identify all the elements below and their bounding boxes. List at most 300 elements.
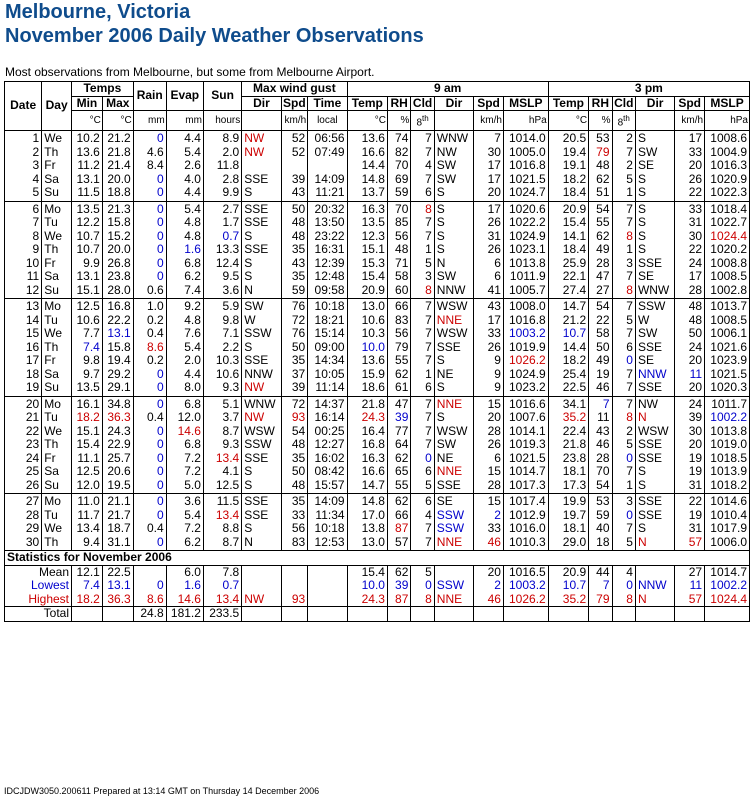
cell-date: 5 <box>5 186 42 201</box>
cell-rain: 0 <box>133 368 166 382</box>
table-row <box>5 230 750 244</box>
cell-pm-rh: 28 <box>589 257 612 271</box>
cell-min: 18.2 <box>72 411 103 425</box>
cell-gust-spd: 52 <box>281 146 308 160</box>
cell-pm-mslp: 1002.2 <box>705 411 750 425</box>
cell-pm-cld: 2 <box>612 425 635 439</box>
stat-cell-pm-temp <box>548 607 588 622</box>
cell-gust-dir: SSW <box>242 438 281 452</box>
stat-cell-max: 36.3 <box>102 593 133 607</box>
stat-cell-pm-cld <box>612 607 635 622</box>
cell-am-spd: 17 <box>474 173 504 187</box>
cell-pm-spd: 19 <box>675 452 705 466</box>
cell-pm-rh: 19 <box>589 368 612 382</box>
cell-gust-dir: SSE <box>242 509 281 523</box>
cell-am-rh: 48 <box>387 243 410 257</box>
cell-pm-rh: 53 <box>589 131 612 146</box>
cell-pm-temp: 35.2 <box>548 411 588 425</box>
stat-cell-pm-cld: 4 <box>612 565 635 579</box>
cell-am-dir: SSW <box>434 522 473 536</box>
cell-gust-spd: 48 <box>281 438 308 452</box>
cell-rain: 0 <box>133 173 166 187</box>
cell-pm-temp: 27.4 <box>548 284 588 299</box>
cell-pm-rh: 28 <box>589 452 612 466</box>
cell-pm-temp: 14.7 <box>548 299 588 314</box>
table-row <box>5 381 750 396</box>
cell-am-cld: 7 <box>411 354 434 368</box>
cell-day: Sa <box>42 368 72 382</box>
cell-am-mslp: 1024.9 <box>503 368 548 382</box>
cell-am-dir: SW <box>434 159 473 173</box>
table-row <box>5 396 750 411</box>
stat-cell-sun: 13.4 <box>203 593 241 607</box>
stat-cell-pm-mslp: 1014.7 <box>705 565 750 579</box>
header-gust-dir: Dir <box>242 96 281 111</box>
cell-am-dir: NW <box>434 146 473 160</box>
cell-pm-dir: SSW <box>635 299 674 314</box>
cell-gust-time: 12:27 <box>308 438 347 452</box>
cell-rain: 0 <box>133 243 166 257</box>
stat-cell-pm-rh <box>589 607 612 622</box>
cell-day: Mo <box>42 299 72 314</box>
cell-am-temp: 15.1 <box>347 243 387 257</box>
cell-gust-spd <box>281 159 308 173</box>
cell-gust-dir: SSE <box>242 354 281 368</box>
cell-sun: 9.8 <box>203 314 241 328</box>
cell-date: 1 <box>5 131 42 146</box>
unit-gust-spd: km/h <box>281 111 308 131</box>
cell-am-mslp: 1023.1 <box>503 243 548 257</box>
stat-cell-pm-dir: NNW <box>635 579 674 593</box>
cell-min: 15.1 <box>72 425 103 439</box>
cell-pm-mslp: 1020.2 <box>705 243 750 257</box>
cell-max: 15.2 <box>102 230 133 244</box>
header-9am-dir: Dir <box>434 96 473 111</box>
cell-am-dir: NNE <box>434 314 473 328</box>
cell-gust-spd: 33 <box>281 509 308 523</box>
page-title: Melbourne, Victoria <box>5 1 191 23</box>
stat-cell-am-cld: 8 <box>411 593 434 607</box>
cell-am-spd: 9 <box>474 381 504 396</box>
cell-gust-time: 16:31 <box>308 243 347 257</box>
cell-am-dir: S <box>434 230 473 244</box>
cell-max: 20.6 <box>102 465 133 479</box>
cell-min: 9.7 <box>72 368 103 382</box>
cell-gust-spd: 43 <box>281 186 308 201</box>
stat-cell-am-temp: 15.4 <box>347 565 387 579</box>
cell-pm-spd: 50 <box>675 327 705 341</box>
cell-sun: 2.2 <box>203 341 241 355</box>
cell-evap: 4.8 <box>166 230 203 244</box>
cell-am-dir: WSW <box>434 425 473 439</box>
table-row <box>5 270 750 284</box>
header-max-wind-gust: Max wind gust <box>242 82 347 97</box>
stat-cell-am-temp <box>347 607 387 622</box>
cell-am-cld: 7 <box>411 173 434 187</box>
cell-evap: 4.8 <box>166 216 203 230</box>
cell-sun: 8.8 <box>203 522 241 536</box>
cell-pm-rh: 49 <box>589 243 612 257</box>
cell-gust-spd: 76 <box>281 327 308 341</box>
cell-gust-dir <box>242 159 281 173</box>
cell-pm-temp: 18.4 <box>548 243 588 257</box>
cell-sun: 13.3 <box>203 243 241 257</box>
stat-cell-rain: 0 <box>133 579 166 593</box>
header-3pm-dir: Dir <box>635 96 674 111</box>
cell-gust-dir: S <box>242 186 281 201</box>
cell-date: 28 <box>5 509 42 523</box>
cell-am-mslp: 1016.8 <box>503 159 548 173</box>
cell-am-spd: 33 <box>474 327 504 341</box>
cell-min: 11.7 <box>72 509 103 523</box>
cell-am-mslp: 1008.0 <box>503 299 548 314</box>
table-row <box>5 173 750 187</box>
cell-pm-mslp: 1013.9 <box>705 465 750 479</box>
cell-am-cld: 7 <box>411 438 434 452</box>
table-row <box>5 341 750 355</box>
cell-pm-spd: 33 <box>675 201 705 216</box>
cell-max: 19.4 <box>102 354 133 368</box>
cell-am-spd: 30 <box>474 146 504 160</box>
cell-pm-temp: 18.1 <box>548 465 588 479</box>
stat-cell-pm-temp: 35.2 <box>548 593 588 607</box>
cell-gust-dir: W <box>242 314 281 328</box>
cell-pm-mslp: 1010.4 <box>705 509 750 523</box>
cell-pm-cld: 5 <box>612 438 635 452</box>
stat-cell-evap: 181.2 <box>166 607 203 622</box>
cell-sun: 2.0 <box>203 146 241 160</box>
cell-am-spd: 33 <box>474 522 504 536</box>
cell-rain: 0.4 <box>133 327 166 341</box>
cell-pm-mslp: 1006.1 <box>705 327 750 341</box>
cell-pm-temp: 25.4 <box>548 368 588 382</box>
cell-evap: 8.0 <box>166 381 203 396</box>
cell-rain: 0 <box>133 381 166 396</box>
cell-gust-dir: S <box>242 465 281 479</box>
cell-pm-temp: 19.1 <box>548 159 588 173</box>
cell-am-temp: 16.6 <box>347 146 387 160</box>
cell-day: Fr <box>42 354 72 368</box>
cell-am-dir: SSE <box>434 479 473 494</box>
cell-pm-mslp: 1014.6 <box>705 494 750 509</box>
cell-gust-time: 09:58 <box>308 284 347 299</box>
stat-cell-gust-spd <box>281 565 308 579</box>
cell-pm-spd: 39 <box>675 411 705 425</box>
cell-am-spd: 31 <box>474 230 504 244</box>
unit-evap: mm <box>166 111 203 131</box>
header-3pm-cld: Cld <box>612 96 635 111</box>
cell-pm-temp: 21.8 <box>548 438 588 452</box>
stat-cell-am-cld <box>411 607 434 622</box>
cell-am-spd: 15 <box>474 396 504 411</box>
cell-pm-temp: 19.7 <box>548 509 588 523</box>
cell-pm-spd: 17 <box>675 270 705 284</box>
cell-day: Fr <box>42 159 72 173</box>
cell-evap: 1.6 <box>166 243 203 257</box>
cell-gust-dir: N <box>242 536 281 551</box>
cell-am-temp: 16.3 <box>347 452 387 466</box>
cell-am-cld: 6 <box>411 465 434 479</box>
unit-9am-cld: 8th <box>411 111 434 131</box>
cell-am-mslp: 1024.7 <box>503 186 548 201</box>
stat-cell-am-spd: 2 <box>474 579 504 593</box>
cell-am-cld: 5 <box>411 257 434 271</box>
cell-date: 2 <box>5 146 42 160</box>
unit-sun: hours <box>203 111 241 131</box>
cell-am-mslp: 1016.0 <box>503 522 548 536</box>
table-row <box>5 314 750 328</box>
cell-evap: 4.4 <box>166 131 203 146</box>
cell-day: We <box>42 327 72 341</box>
cell-pm-rh: 54 <box>589 479 612 494</box>
cell-am-dir: NE <box>434 452 473 466</box>
cell-gust-dir: NW <box>242 411 281 425</box>
cell-max: 21.3 <box>102 201 133 216</box>
cell-sun: 10.3 <box>203 354 241 368</box>
cell-am-rh: 62 <box>387 452 410 466</box>
cell-rain: 0 <box>133 425 166 439</box>
cell-am-temp: 18.6 <box>347 381 387 396</box>
stat-cell-am-mslp: 1016.5 <box>503 565 548 579</box>
cell-pm-spd: 22 <box>675 243 705 257</box>
cell-min: 10.2 <box>72 131 103 146</box>
cell-am-rh: 60 <box>387 284 410 299</box>
cell-am-mslp: 1020.6 <box>503 201 548 216</box>
cell-am-spd: 26 <box>474 438 504 452</box>
cell-pm-mslp: 1008.6 <box>705 131 750 146</box>
cell-am-dir: NNE <box>434 536 473 551</box>
cell-pm-spd: 57 <box>675 536 705 551</box>
cell-sun: 9.5 <box>203 270 241 284</box>
cell-pm-rh: 40 <box>589 522 612 536</box>
cell-day: Th <box>42 536 72 551</box>
cell-pm-dir: SSE <box>635 381 674 396</box>
cell-am-rh: 69 <box>387 173 410 187</box>
cell-sun: 13.4 <box>203 452 241 466</box>
cell-am-rh: 47 <box>387 396 410 411</box>
cell-am-dir: S <box>434 411 473 425</box>
cell-rain: 0 <box>133 479 166 494</box>
cell-date: 12 <box>5 284 42 299</box>
cell-am-dir: WSW <box>434 299 473 314</box>
cell-min: 15.4 <box>72 438 103 452</box>
cell-pm-dir: S <box>635 465 674 479</box>
cell-gust-spd: 72 <box>281 396 308 411</box>
cell-am-dir: NNW <box>434 284 473 299</box>
cell-am-temp: 13.0 <box>347 299 387 314</box>
cell-pm-temp: 29.0 <box>548 536 588 551</box>
cell-evap: 12.0 <box>166 411 203 425</box>
stat-cell-max <box>102 607 133 622</box>
cell-am-spd: 9 <box>474 368 504 382</box>
cell-gust-time: 10:05 <box>308 368 347 382</box>
header-rain: Rain <box>133 82 166 111</box>
cell-max: 19.5 <box>102 479 133 494</box>
cell-am-rh: 70 <box>387 159 410 173</box>
cell-min: 13.5 <box>72 381 103 396</box>
stat-cell-pm-cld: 0 <box>612 579 635 593</box>
stat-cell-pm-rh: 7 <box>589 579 612 593</box>
stat-cell-am-dir <box>434 607 473 622</box>
cell-pm-cld: 5 <box>612 314 635 328</box>
cell-pm-rh: 55 <box>589 216 612 230</box>
cell-pm-rh: 7 <box>589 396 612 411</box>
cell-am-dir: SW <box>434 173 473 187</box>
cell-am-temp: 16.4 <box>347 425 387 439</box>
header-min: Min <box>72 96 103 111</box>
cell-pm-cld: 7 <box>612 381 635 396</box>
cell-am-cld: 7 <box>411 299 434 314</box>
cell-pm-spd: 24 <box>675 396 705 411</box>
cell-sun: 7.1 <box>203 327 241 341</box>
cell-gust-time: 23:22 <box>308 230 347 244</box>
table-row <box>5 509 750 523</box>
cell-date: 27 <box>5 494 42 509</box>
cell-am-rh: 61 <box>387 381 410 396</box>
stat-cell-am-temp: 24.3 <box>347 593 387 607</box>
cell-am-cld: 8 <box>411 201 434 216</box>
stat-cell-pm-mslp <box>705 607 750 622</box>
page-subtitle: November 2006 Daily Weather Observations <box>5 25 424 47</box>
cell-pm-spd: 31 <box>675 479 705 494</box>
cell-pm-mslp: 1024.4 <box>705 230 750 244</box>
header-9am-cld: Cld <box>411 96 434 111</box>
cell-am-temp: 17.0 <box>347 509 387 523</box>
cell-am-temp: 15.9 <box>347 368 387 382</box>
stat-cell-am-dir <box>434 565 473 579</box>
cell-am-mslp: 1014.1 <box>503 425 548 439</box>
cell-am-dir: S <box>434 381 473 396</box>
cell-min: 9.9 <box>72 257 103 271</box>
stat-cell-min <box>72 607 103 622</box>
cell-gust-dir: SSE <box>242 243 281 257</box>
cell-am-rh: 39 <box>387 411 410 425</box>
cell-am-cld: 8 <box>411 284 434 299</box>
stat-cell-pm-mslp: 1024.4 <box>705 593 750 607</box>
cell-am-temp: 20.9 <box>347 284 387 299</box>
cell-am-spd: 17 <box>474 159 504 173</box>
stat-cell-am-rh: 39 <box>387 579 410 593</box>
cell-date: 6 <box>5 201 42 216</box>
cell-day: Tu <box>42 509 72 523</box>
cell-am-temp: 10.3 <box>347 327 387 341</box>
cell-am-rh: 62 <box>387 368 410 382</box>
cell-min: 12.2 <box>72 216 103 230</box>
stat-cell-gust-dir: NW <box>242 593 281 607</box>
cell-gust-dir: S <box>242 270 281 284</box>
stat-cell-pm-spd: 57 <box>675 593 705 607</box>
cell-pm-dir: NW <box>635 396 674 411</box>
cell-am-cld: 7 <box>411 216 434 230</box>
cell-am-cld: 3 <box>411 270 434 284</box>
cell-am-dir: SW <box>434 270 473 284</box>
cell-min: 15.1 <box>72 284 103 299</box>
cell-pm-dir: SW <box>635 146 674 160</box>
table-row <box>5 494 750 509</box>
stat-row-mean <box>5 565 750 579</box>
cell-date: 8 <box>5 230 42 244</box>
cell-day: Th <box>42 146 72 160</box>
cell-pm-cld: 7 <box>612 146 635 160</box>
cell-pm-mslp: 1004.9 <box>705 146 750 160</box>
cell-gust-dir: SSW <box>242 327 281 341</box>
stat-cell-pm-spd: 11 <box>675 579 705 593</box>
cell-gust-spd: 37 <box>281 368 308 382</box>
cell-am-rh: 66 <box>387 509 410 523</box>
unit-9am-rh: % <box>387 111 410 131</box>
cell-gust-dir: NW <box>242 131 281 146</box>
cell-gust-time: 14:09 <box>308 173 347 187</box>
cell-pm-mslp: 1022.3 <box>705 186 750 201</box>
cell-am-cld: 1 <box>411 243 434 257</box>
cell-rain: 0 <box>133 509 166 523</box>
cell-pm-cld: 0 <box>612 452 635 466</box>
cell-gust-spd: 50 <box>281 465 308 479</box>
stat-cell-gust-dir <box>242 565 281 579</box>
cell-pm-cld: 8 <box>612 230 635 244</box>
header-date: Date <box>5 82 42 131</box>
cell-pm-dir: SW <box>635 327 674 341</box>
cell-am-mslp: 1011.9 <box>503 270 548 284</box>
cell-am-mslp: 1012.9 <box>503 509 548 523</box>
cell-gust-dir: NW <box>242 146 281 160</box>
cell-evap: 4.4 <box>166 368 203 382</box>
cell-am-cld: 7 <box>411 146 434 160</box>
cell-gust-dir: SSE <box>242 452 281 466</box>
cell-pm-temp: 23.8 <box>548 452 588 466</box>
cell-pm-mslp: 1008.5 <box>705 314 750 328</box>
cell-gust-time: 14:37 <box>308 396 347 411</box>
cell-am-temp: 16.6 <box>347 465 387 479</box>
cell-gust-time: 10:18 <box>308 522 347 536</box>
cell-am-rh: 87 <box>387 522 410 536</box>
table-row <box>5 465 750 479</box>
cell-am-temp: 13.6 <box>347 131 387 146</box>
cell-date: 21 <box>5 411 42 425</box>
stat-cell-min: 12.1 <box>72 565 103 579</box>
cell-am-dir: S <box>434 243 473 257</box>
cell-gust-time: 15:57 <box>308 479 347 494</box>
cell-pm-temp: 22.4 <box>548 425 588 439</box>
stat-cell-gust-spd <box>281 579 308 593</box>
cell-pm-dir: S <box>635 131 674 146</box>
cell-am-mslp: 1003.2 <box>503 327 548 341</box>
cell-pm-mslp: 1018.5 <box>705 452 750 466</box>
cell-pm-dir: SE <box>635 270 674 284</box>
cell-pm-mslp: 1008.5 <box>705 270 750 284</box>
stat-cell-evap: 1.6 <box>166 579 203 593</box>
cell-am-spd: 26 <box>474 341 504 355</box>
stat-cell-max: 22.5 <box>102 565 133 579</box>
cell-day: Fr <box>42 452 72 466</box>
cell-am-mslp: 1005.7 <box>503 284 548 299</box>
unit-min: °C <box>72 111 103 131</box>
cell-gust-spd: 59 <box>281 284 308 299</box>
stat-cell-sun: 0.7 <box>203 579 241 593</box>
unit-9am-mslp: hPa <box>503 111 548 131</box>
cell-am-dir: SW <box>434 438 473 452</box>
cell-rain: 0 <box>133 230 166 244</box>
cell-pm-spd: 22 <box>675 494 705 509</box>
cell-pm-cld: 7 <box>612 216 635 230</box>
cell-pm-spd: 20 <box>675 438 705 452</box>
cell-rain: 0 <box>133 396 166 411</box>
cell-day: Mo <box>42 201 72 216</box>
cell-rain: 0.4 <box>133 522 166 536</box>
cell-min: 9.4 <box>72 536 103 551</box>
cell-gust-spd: 43 <box>281 257 308 271</box>
cell-pm-mslp: 1002.8 <box>705 284 750 299</box>
